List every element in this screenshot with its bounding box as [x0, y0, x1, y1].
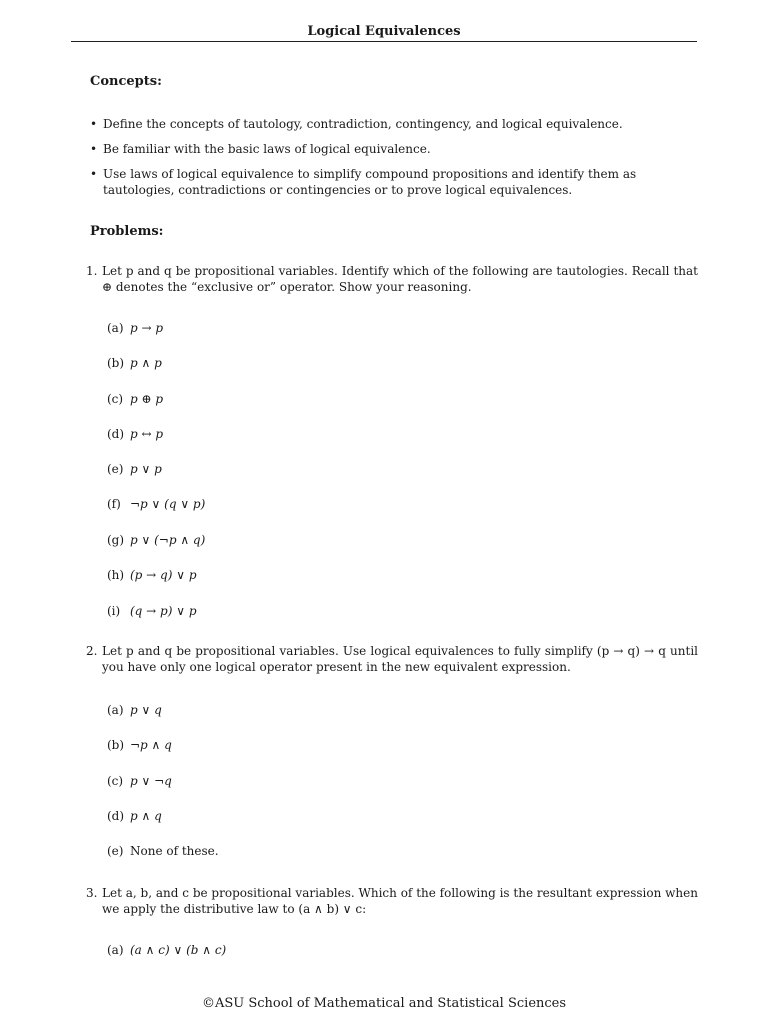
choice-label: (c) [107, 774, 124, 788]
copyright-footer: ©ASU School of Mathematical and Statistical Sciences [201, 996, 567, 1011]
bullet-icon: • [90, 142, 98, 156]
concept-text: Be familiar with the basic laws of logical equivalence. [103, 142, 431, 156]
problem-number: 3. [86, 886, 98, 900]
bullet-icon: • [90, 167, 98, 181]
choice-label: (d) [107, 427, 125, 441]
choice-expression: p ∨ (¬p ∧ q) [130, 533, 206, 547]
answer-choice [107, 567, 197, 583]
choice-label: (f) [107, 497, 121, 511]
choice-label: (b) [107, 356, 125, 370]
answer-choice [107, 461, 162, 477]
choice-expression: (q → p) ∨ p [130, 604, 197, 618]
choice-label: (e) [107, 844, 124, 858]
choice-expression: p ∨ q [130, 703, 162, 717]
problem-number: 2. [86, 644, 98, 658]
choice-expression: (p → q) ∨ p [130, 568, 197, 582]
choice-label: (b) [107, 738, 125, 752]
choice-expression: ¬p ∨ (q ∨ p) [130, 497, 206, 511]
choice-expression: p ⊕ p [130, 392, 164, 406]
header-divider [71, 41, 697, 42]
choice-label: (a) [107, 943, 124, 957]
choice-expression: p ∧ q [130, 809, 162, 823]
choice-expression: p ∨ p [130, 462, 162, 476]
answer-choice [107, 355, 162, 371]
choice-label: (a) [107, 703, 124, 717]
concept-text: Use laws of logical equivalence to simplify compound propositions and identify them as tautologies, contradictions or contingencies or to prove logical equivalences. [103, 167, 637, 197]
answer-choice [107, 737, 172, 753]
concept-text: Define the concepts of tautology, contradiction, contingency, and logical equivalence. [103, 117, 623, 131]
choice-label: (i) [107, 604, 121, 618]
choice-label: (a) [107, 321, 124, 335]
choice-expression: p → p [130, 321, 164, 335]
concept-item [90, 166, 700, 198]
bullet-icon: • [90, 117, 98, 131]
problem-number: 1. [86, 264, 98, 278]
choice-expression: (a ∧ c) ∨ (b ∧ c) [130, 943, 227, 957]
problem-2 [86, 643, 698, 675]
answer-choice [107, 773, 172, 789]
choice-expression: ¬p ∧ q [130, 738, 172, 752]
answer-choice [107, 808, 162, 824]
answer-choice [107, 843, 219, 859]
choice-label: (d) [107, 809, 125, 823]
answer-choice [107, 942, 226, 958]
choice-label: (e) [107, 462, 124, 476]
choice-label: (c) [107, 392, 124, 406]
choice-expression: p ∧ p [130, 356, 162, 370]
problem-text: Let p and q be propositional variables. Use logical equivalences to fully simplify (p → q) → q until you have only one logical operator present in the new equivalent expression. [102, 644, 698, 674]
concept-item [90, 116, 700, 132]
answer-choice [107, 702, 162, 718]
answer-choice [107, 603, 197, 619]
answer-choice [107, 320, 163, 336]
choice-label: (h) [107, 568, 125, 582]
choice-expression: p ∨ ¬q [130, 774, 172, 788]
choice-expression: None of these. [130, 844, 219, 858]
choice-expression: p ↔ p [130, 427, 164, 441]
answer-choice [107, 426, 163, 442]
answer-choice [107, 391, 163, 407]
problem-3 [86, 885, 698, 917]
problem-text: Let a, b, and c be propositional variables. Which of the following is the resultant expression when we apply the distributive law to (a ∧ b) ∨ c: [102, 886, 698, 916]
choice-label: (g) [107, 533, 125, 547]
page-title: Logical Equivalences [307, 24, 461, 39]
problem-text: Let p and q be propositional variables. Identify which of the following are tautologies. Recall that ⊕ denotes the “exclusive or” operator. Show your reasoning. [102, 264, 698, 294]
problems-heading: Problems: [90, 224, 164, 239]
concept-item [90, 141, 700, 157]
answer-choice [107, 496, 205, 512]
concepts-heading: Concepts: [90, 74, 162, 89]
problem-1 [86, 263, 698, 295]
answer-choice [107, 532, 205, 548]
